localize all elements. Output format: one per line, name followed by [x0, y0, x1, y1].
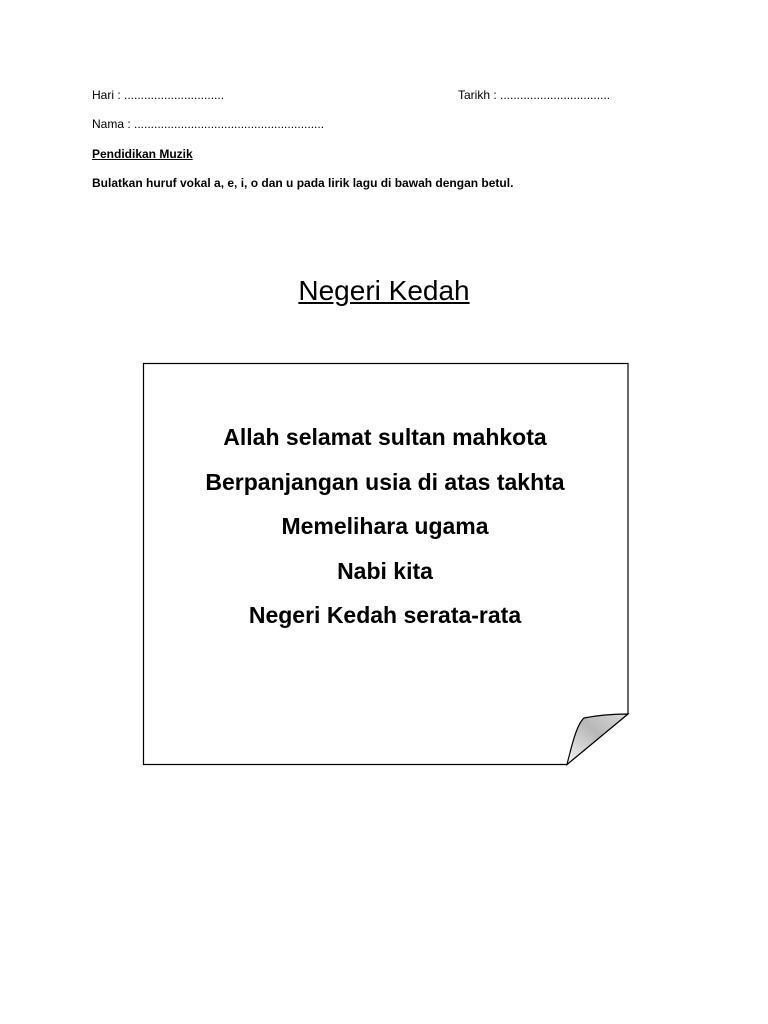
song-title-text: Negeri Kedah	[298, 275, 470, 306]
lyric-line: Allah selamat sultan mahkota	[223, 424, 547, 450]
lyrics-block	[142, 415, 628, 638]
instruction-text: Bulatkan huruf vokal a, e, i, o dan u pada lirik lagu di bawah dengan betul.	[92, 176, 514, 190]
hari-field: Hari : ..............................	[92, 88, 225, 102]
lyric-line: Negeri Kedah serata-rata	[248, 602, 522, 628]
lyric-line: Memelihara ugama	[281, 513, 489, 539]
song-title	[0, 274, 768, 308]
lyrics-note-box	[142, 362, 630, 767]
tarikh-field: Tarikh : .................................	[458, 88, 611, 102]
lyric-line: Berpanjangan usia di atas takhta	[205, 468, 565, 495]
nama-field: Nama : .........................................................	[92, 117, 325, 131]
lyric-line: Nabi kita	[337, 557, 433, 584]
subject-heading: Pendidikan Muzik	[92, 147, 193, 161]
